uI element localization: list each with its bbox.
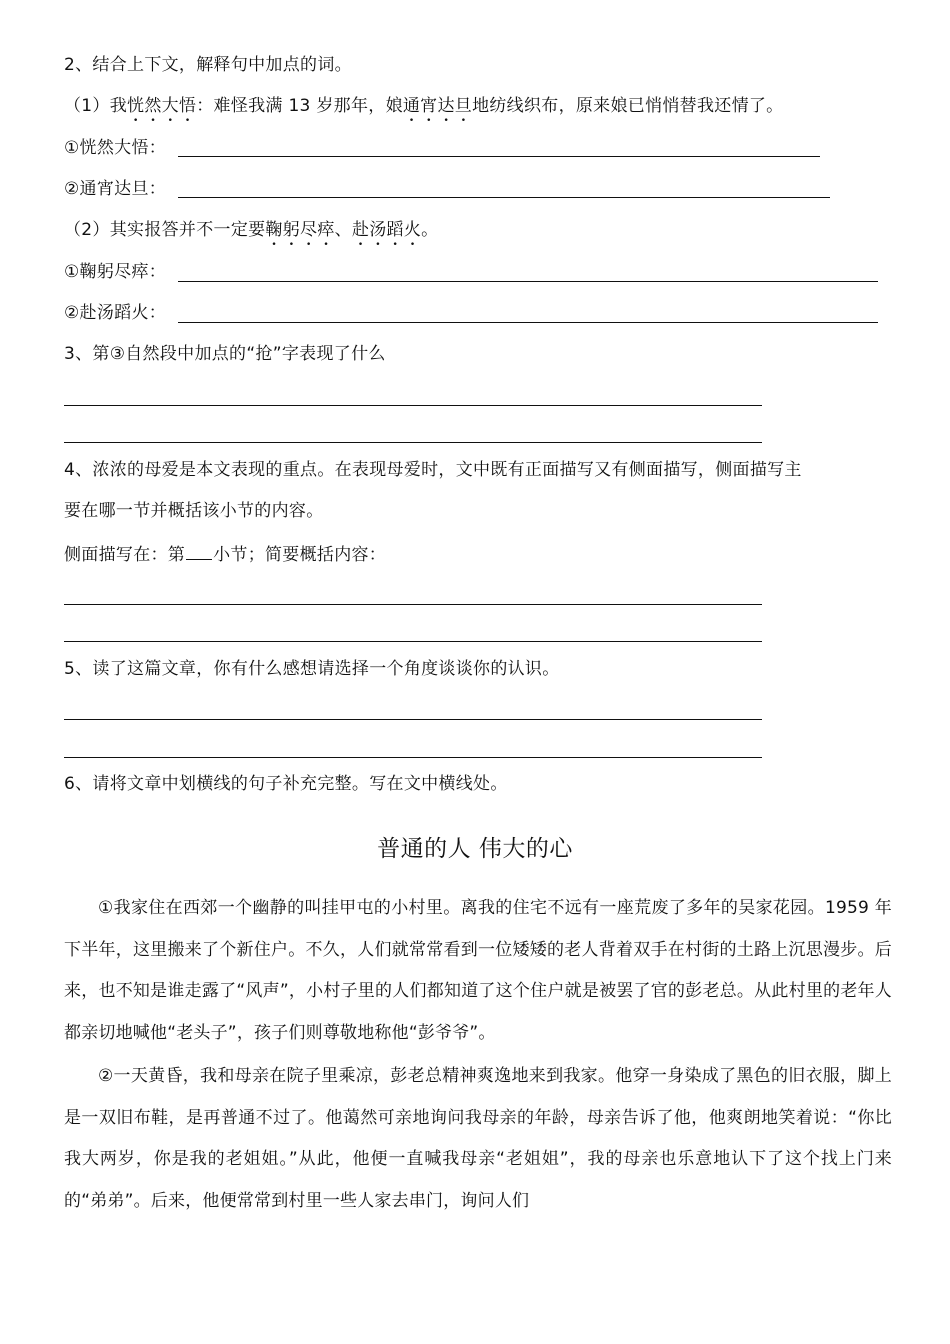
q2-answer-label-3: ①鞠躬尽瘁： (64, 262, 167, 282)
q2-answer-label-4: ②赴汤蹈火： (64, 303, 167, 323)
q2-answer-line-1[interactable] (178, 156, 820, 157)
q2-sentence-2 (64, 219, 438, 250)
article-paragraph-1: ①我家住在西郊一个幽静的叫挂甲屯的小村里。离我的住宅不远有一座荒废了多年的吴家花园。1959 年下半年，这里搬来了个新住户。不久，人们就常常看到一位矮矮的老人背着双手在村街的土路上沉思漫步。后来，也不知是谁走露了“风声”，小村子里的人们都知道了这个住户就是被罢了官的彭老总。从此村里的老年人都亲切地喊他“老头子”，孩子们则尊敬地称他“彭爷爷”。 (64, 898, 892, 1043)
q4-prompt-part-a: 侧面描写在：第 (64, 545, 186, 565)
q2-s2-dotted-word-2: 赴汤蹈火 (351, 220, 422, 240)
q2-s2-part-a: （2）其实报答并不一定要 (64, 220, 266, 240)
q5-question: 5、读了这篇文章，你有什么感想请选择一个角度谈谈你的认识。 (64, 659, 560, 679)
q5-answer-line-1[interactable] (64, 719, 762, 720)
q2-s1-part-b: ：难怪我满 13 岁那年，娘 (196, 96, 403, 116)
q4-answer-line-2[interactable] (64, 641, 762, 642)
q6-question: 6、请将文章中划横线的句子补充完整。写在文中横线处。 (64, 774, 508, 794)
q5-answer-line-2[interactable] (64, 757, 762, 758)
q4-prompt (64, 543, 386, 566)
q2-answer-label-2: ②通宵达旦： (64, 179, 167, 199)
q2-s1-dotted-word-2: 通宵达旦 (402, 96, 473, 116)
q2-answer-line-4[interactable] (178, 322, 878, 323)
q3-question: 3、第③自然段中加点的“抢”字表现了什么 (64, 344, 386, 364)
q4-question-line-1: 4、浓浓的母爱是本文表现的重点。在表现母爱时，文中既有正面描写又有侧面描写，侧面描写主 (64, 460, 802, 480)
q2-s2-part-c: 。 (421, 220, 439, 240)
q2-answer-line-3[interactable] (178, 281, 878, 282)
q2-heading: 2、结合上下文，解释句中加点的词。 (64, 55, 352, 75)
article-title: 普通的人 伟大的心 (377, 836, 573, 862)
q4-prompt-part-b: 小节；简要概括内容： (213, 545, 387, 565)
q3-answer-line-2[interactable] (64, 442, 762, 443)
q4-question-line-2: 要在哪一节并概括该小节的内容。 (64, 501, 324, 521)
q2-s2-dotted-word-1: 鞠躬尽瘁 (265, 220, 335, 240)
q3-answer-line-1[interactable] (64, 405, 762, 406)
q2-answer-line-2[interactable] (178, 197, 830, 198)
q2-sentence-1 (64, 95, 783, 126)
q4-section-blank[interactable] (186, 543, 212, 560)
q2-answer-label-1: ①恍然大悟： (64, 138, 167, 158)
q2-s1-part-c: 地纺线织布，原来娘已悄悄替我还情了。 (472, 96, 784, 116)
article-paragraph-2: ②一天黄昏，我和母亲在院子里乘凉，彭老总精神爽逸地来到我家。他穿一身染成了黑色的旧衣服，脚上是一双旧布鞋，是再普通不过了。他蔼然可亲地询问我母亲的年龄，母亲告诉了他，他爽朗地笑着说：“你比我大两岁，你是我的老姐姐。”从此，他便一直喊我母亲“老姐姐”，我的母亲也乐意地认下了这个找上门来的“弟弟”。后来，他便常常到村里一些人家去串门，询问人们 (64, 1066, 892, 1211)
q2-s2-part-b: 、 (334, 220, 352, 240)
q4-answer-line-1[interactable] (64, 604, 762, 605)
q2-s1-dotted-word-1: 恍然大悟 (127, 96, 197, 116)
q2-s1-part-a: （1）我 (64, 96, 128, 116)
